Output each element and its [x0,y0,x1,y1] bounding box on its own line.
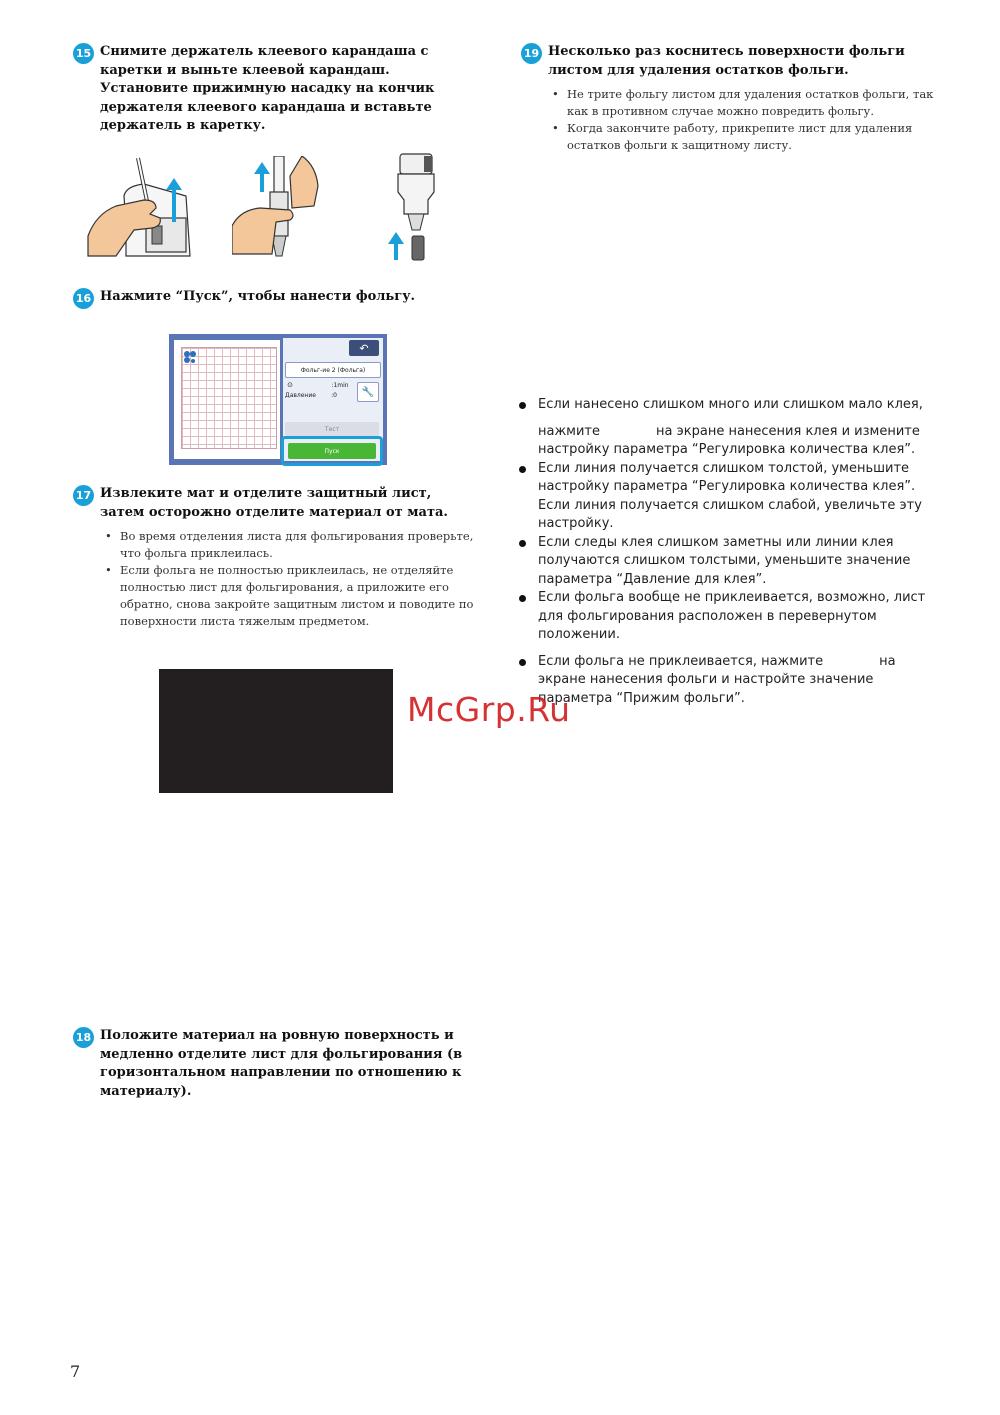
list-item: • Если фольга не полностью приклеилась, не отделяйте полностью лист для фольгирования, а приложите его обратно, снова закройте защитным листом и поводите по поверхности листа тяжелым предметом. [99,562,484,630]
clock-icon: ⊙ [287,381,293,389]
illustration-attach-cap [232,156,322,260]
note-text: на экране нанесения фольги и настройте значение параметра “Прижим фольги”. [538,653,896,706]
start-button[interactable]: Пуск [288,443,376,459]
step-number-badge: 19 [521,43,542,64]
note-foil-inverted: Если фольга вообще не приклеивается, возможно, лист для фольгирования расположен в перевернутом положении. [518,589,930,645]
wrench-icon[interactable]: 🔧 [357,382,379,402]
machine-screen [169,334,387,465]
note-text: Если нанесено слишком много или слишком мало клея, [538,397,923,412]
list-item: • Когда закончите работу, прикрепите лист для удаления остатков фольги к защитному листу. [546,120,936,154]
step-18 [73,1027,473,1101]
step-16-title: Нажмите “Пуск”, чтобы нанести фольгу. [100,289,416,304]
step-17 [73,485,473,522]
step-15 [73,43,473,136]
step-number-badge: 15 [73,43,94,64]
troubleshooting-notes [518,396,930,708]
step-19-bullets [546,86,936,154]
note-glue-pressure: Если следы клея слишком заметны или линии клея получаются слишком толстыми, уменьшите значение параметра “Давление для клея”. [518,534,930,590]
peeling-illustration [159,669,393,793]
mat-preview [174,340,280,459]
step-15-title: Снимите держатель клеевого карандаша с каретки и выньте клеевой карандаш. Установите прижимную насадку на кончик держателя клеевого карандаша и вставьте держатель в каретку. [100,44,435,133]
illustration-holder-and-cap [386,152,446,264]
watermark: McGrp.Ru [407,690,571,729]
step-17-title: Извлеките мат и отделите защитный лист, затем осторожно отделите материал от мата. [100,486,448,520]
step-16 [73,288,473,309]
note-text: Если фольга не приклеивается, нажмите [538,653,824,669]
step-number-badge: 17 [73,485,94,506]
foil-setting-label: Фольг-ие 2 (Фольга) [300,366,366,374]
note-text: на экране нанесения клея и измените настройку параметра “Регулировка количества клея”. [538,423,920,457]
design-pattern-icon [183,350,197,364]
step-18-title: Положите материал на ровную поверхность и медленно отделите лист для фольгирования (в горизонтальном направлении по отношению к материалу). [100,1028,463,1099]
illustration-remove-holder [86,156,196,260]
step-19 [521,43,926,80]
step-number-badge: 18 [73,1027,94,1048]
foil-setting-selector[interactable] [285,362,381,378]
step-17-bullets [99,528,484,630]
screen-side-panel [283,338,383,461]
start-button-highlight [281,436,383,466]
note-line-thickness: Если линия получается слишком толстой, уменьшите настройку параметра “Регулировка количества клея”. Если линия получается слишком слабой, увеличьте эту настройку. [518,460,930,534]
time-value: :1min [331,381,349,389]
back-icon[interactable]: ↶ [349,340,379,356]
note-foil-pressure [518,653,930,709]
test-button[interactable]: Тест [285,422,379,436]
list-item: • Во время отделения листа для фольгирования проверьте, что фольга приклеилась. [99,528,484,562]
list-item: • Не трите фольгу листом для удаления остатков фольги, так как в противном случае можно повредить фольгу. [546,86,936,120]
step-19-title: Несколько раз коснитесь поверхности фольги листом для удаления остатков фольги. [548,44,905,78]
page-number: 7 [70,1362,81,1381]
pressure-label: Давление [285,391,316,399]
pressure-value: :0 [331,391,337,399]
note-text: нажмите [538,423,601,439]
step-number-badge: 16 [73,288,94,309]
note-glue-amount [518,396,930,460]
